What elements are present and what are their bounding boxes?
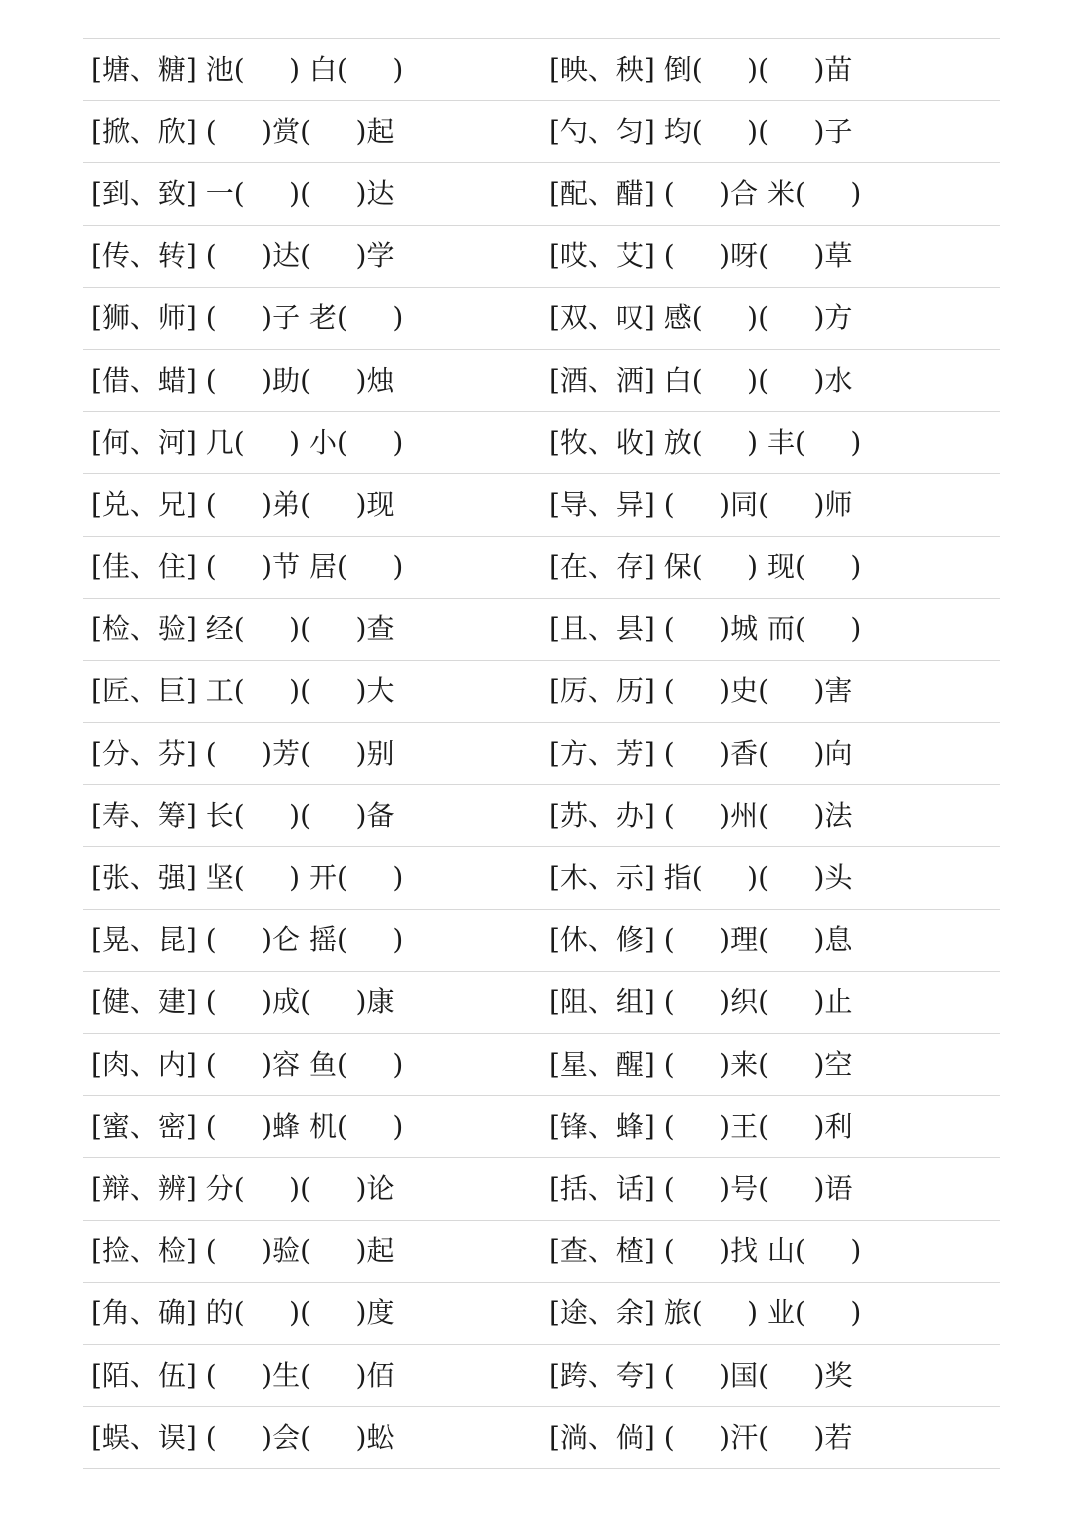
exercise-right: [牧、收] 放( ) 丰( ) bbox=[549, 425, 862, 459]
exercise-right: [哎、艾] ( )呀( )草 bbox=[549, 239, 853, 273]
table-row bbox=[83, 910, 1000, 972]
exercise-right: [阻、组] ( )织( )止 bbox=[549, 985, 853, 1019]
table-row bbox=[83, 474, 1000, 536]
exercise-right: [锋、蜂] ( )王( )利 bbox=[549, 1109, 853, 1143]
table-row bbox=[83, 288, 1000, 350]
exercise-left: [借、蜡] ( )助( )烛 bbox=[91, 363, 395, 397]
table-row bbox=[83, 226, 1000, 288]
exercise-left: [张、强] 坚( ) 开( ) bbox=[91, 861, 404, 895]
table-row bbox=[83, 599, 1000, 661]
exercise-left: [佳、住] ( )节 居( ) bbox=[91, 550, 404, 584]
table-row bbox=[83, 537, 1000, 599]
exercise-right: [方、芳] ( )香( )向 bbox=[549, 736, 853, 770]
table-row bbox=[83, 1096, 1000, 1158]
exercise-left: [辩、辨] 分( )( )论 bbox=[91, 1171, 395, 1205]
exercise-left: [角、确] 的( )( )度 bbox=[91, 1296, 395, 1330]
exercise-right: [括、话] ( )号( )语 bbox=[549, 1171, 853, 1205]
exercise-left: [蜜、密] ( )蜂 机( ) bbox=[91, 1109, 404, 1143]
exercise-right: [映、秧] 倒( )( )苗 bbox=[549, 52, 853, 86]
exercise-right: [在、存] 保( ) 现( ) bbox=[549, 550, 862, 584]
exercise-left: [晃、昆] ( )仑 摇( ) bbox=[91, 923, 404, 957]
worksheet bbox=[83, 38, 1000, 1469]
table-row bbox=[83, 1407, 1000, 1469]
exercise-left: [何、河] 几( ) 小( ) bbox=[91, 425, 404, 459]
exercise-right: [勺、匀] 均( )( )子 bbox=[549, 114, 853, 148]
exercise-left: [肉、内] ( )容 鱼( ) bbox=[91, 1047, 404, 1081]
table-row bbox=[83, 39, 1000, 101]
exercise-left: [匠、巨] 工( )( )大 bbox=[91, 674, 395, 708]
exercise-right: [且、县] ( )城 而( ) bbox=[549, 612, 862, 646]
table-row bbox=[83, 101, 1000, 163]
exercise-right: [休、修] ( )理( )息 bbox=[549, 923, 853, 957]
exercise-left: [分、芬] ( )芳( )别 bbox=[91, 736, 395, 770]
exercise-right: [苏、办] ( )州( )法 bbox=[549, 798, 853, 832]
table-row bbox=[83, 1158, 1000, 1220]
exercise-left: [捡、检] ( )验( )起 bbox=[91, 1234, 395, 1268]
table-row bbox=[83, 847, 1000, 909]
table-row bbox=[83, 1345, 1000, 1407]
exercise-left: [检、验] 经( )( )查 bbox=[91, 612, 395, 646]
exercise-left: [寿、筹] 长( )( )备 bbox=[91, 798, 395, 832]
exercise-right: [导、异] ( )同( )师 bbox=[549, 487, 853, 521]
exercise-right: [双、叹] 感( )( )方 bbox=[549, 301, 853, 335]
exercise-left: [到、致] 一( )( )达 bbox=[91, 176, 395, 210]
exercise-right: [星、醒] ( )来( )空 bbox=[549, 1047, 853, 1081]
table-row bbox=[83, 350, 1000, 412]
exercise-left: [塘、糖] 池( ) 白( ) bbox=[91, 52, 404, 86]
exercise-left: [掀、欣] ( )赏( )起 bbox=[91, 114, 395, 148]
table-row bbox=[83, 785, 1000, 847]
table-row bbox=[83, 1034, 1000, 1096]
table-row bbox=[83, 412, 1000, 474]
exercise-right: [木、示] 指( )( )头 bbox=[549, 861, 853, 895]
exercise-right: [途、余] 旅( ) 业( ) bbox=[549, 1296, 862, 1330]
exercise-left: [兑、兄] ( )弟( )现 bbox=[91, 487, 395, 521]
table-row bbox=[83, 1221, 1000, 1283]
exercise-right: [跨、夸] ( )国( )奖 bbox=[549, 1358, 853, 1392]
table-row bbox=[83, 163, 1000, 225]
exercise-right: [酒、洒] 白( )( )水 bbox=[549, 363, 853, 397]
table-row bbox=[83, 661, 1000, 723]
exercise-right: [淌、倘] ( )汗( )若 bbox=[549, 1420, 853, 1454]
exercise-left: [传、转] ( )达( )学 bbox=[91, 239, 395, 273]
exercise-left: [狮、师] ( )子 老( ) bbox=[91, 301, 404, 335]
exercise-right: [配、醋] ( )合 米( ) bbox=[549, 176, 862, 210]
exercise-right: [厉、历] ( )史( )害 bbox=[549, 674, 853, 708]
table-row bbox=[83, 723, 1000, 785]
exercise-right: [查、楂] ( )找 山( ) bbox=[549, 1234, 862, 1268]
table-row bbox=[83, 972, 1000, 1034]
table-row bbox=[83, 1283, 1000, 1345]
exercise-left: [蜈、误] ( )会( )蚣 bbox=[91, 1420, 395, 1454]
exercise-left: [健、建] ( )成( )康 bbox=[91, 985, 395, 1019]
exercise-left: [陌、伍] ( )生( )佰 bbox=[91, 1358, 395, 1392]
